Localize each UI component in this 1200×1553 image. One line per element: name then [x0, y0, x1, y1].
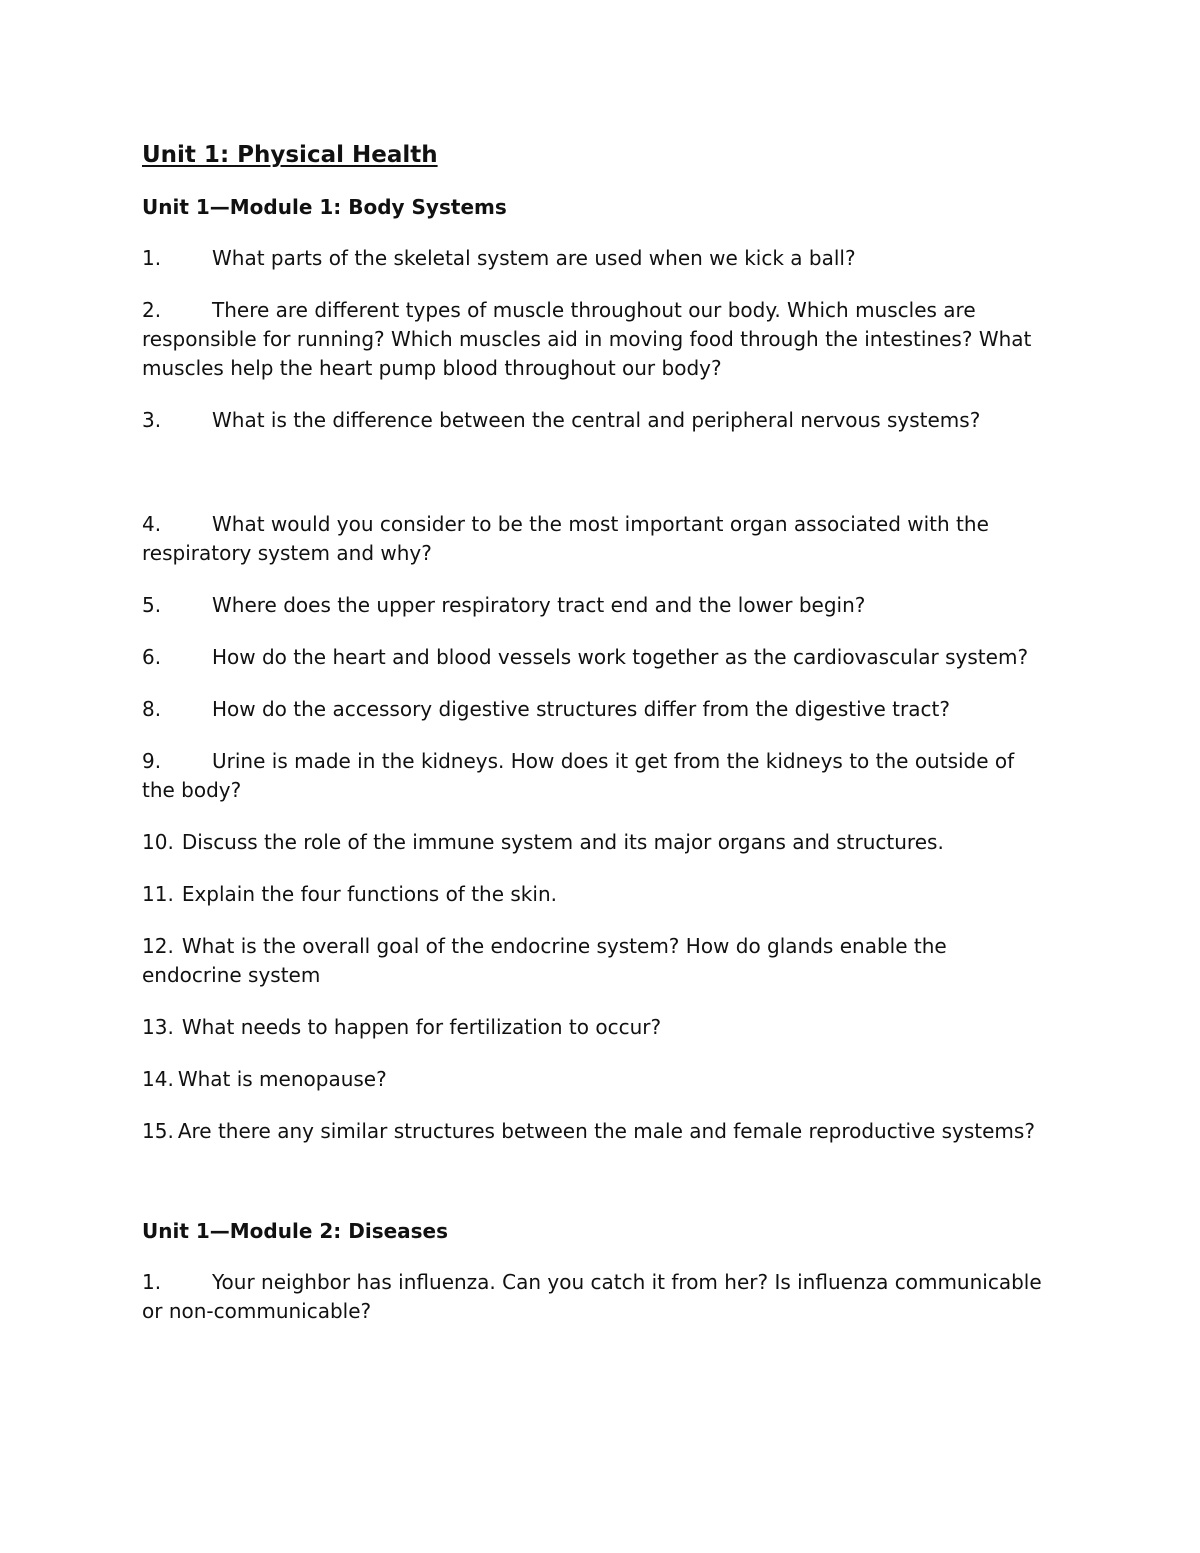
question-number: 6.: [142, 645, 162, 669]
question-number: 9.: [142, 749, 162, 773]
question-text: What would you consider to be the most important organ associated with the respiratory system and why?: [142, 512, 989, 565]
question-14: [142, 1065, 1050, 1094]
question-number: 14.: [142, 1067, 174, 1091]
question-text: What is the overall goal of the endocrine system? How do glands enable the endocrine system: [142, 934, 947, 987]
question-text: What is the difference between the central and peripheral nervous systems?: [212, 408, 981, 432]
question-text: Discuss the role of the immune system and its major organs and structures.: [181, 830, 944, 854]
question-5: [142, 591, 1050, 620]
question-text: Explain the four functions of the skin.: [181, 882, 557, 906]
question-number: 11.: [142, 882, 174, 906]
question-text: How do the accessory digestive structures differ from the digestive tract?: [212, 697, 950, 721]
question-number: 2.: [142, 298, 162, 322]
question-text: Your neighbor has influenza. Can you catch it from her? Is influenza communicable or non-communicable?: [142, 1270, 1042, 1323]
question-3: [142, 406, 1050, 435]
question-text: Where does the upper respiratory tract end and the lower begin?: [212, 593, 866, 617]
question-12: [142, 932, 1050, 990]
question-text: What needs to happen for fertilization to occur?: [181, 1015, 662, 1039]
question-text: What is menopause?: [177, 1067, 387, 1091]
question-number: 4.: [142, 512, 162, 536]
question-number: 1.: [142, 1270, 162, 1294]
question-13: [142, 1013, 1050, 1042]
question-number: 5.: [142, 593, 162, 617]
module-2-title: Unit 1—Module 2: Diseases: [142, 1219, 449, 1243]
question-number: 13.: [142, 1015, 174, 1039]
question-9: [142, 747, 1050, 805]
unit-title: Unit 1: Physical Health: [142, 142, 438, 168]
question-number: 3.: [142, 408, 162, 432]
question-text: What parts of the skeletal system are used when we kick a ball?: [212, 246, 856, 270]
question-number: 12.: [142, 934, 174, 958]
question-1: [142, 244, 1050, 273]
question-number: 10.: [142, 830, 174, 854]
question-2: [142, 296, 1050, 383]
question-10: [142, 828, 1050, 857]
question-8: [142, 695, 1050, 724]
question-text: Are there any similar structures between the male and female reproductive systems?: [177, 1119, 1035, 1143]
question-number: 15.: [142, 1119, 174, 1143]
question-11: [142, 880, 1050, 909]
question-number: 8.: [142, 697, 162, 721]
blank-space: [142, 458, 1050, 510]
question-text: How do the heart and blood vessels work together as the cardiovascular system?: [212, 645, 1029, 669]
question-number: 1.: [142, 246, 162, 270]
question-6: [142, 643, 1050, 672]
module-2-question-1: [142, 1268, 1050, 1326]
question-15: [142, 1117, 1050, 1146]
module-1-title: Unit 1—Module 1: Body Systems: [142, 195, 507, 219]
question-text: Urine is made in the kidneys. How does it get from the kidneys to the outside of the body?: [142, 749, 1015, 802]
question-4: [142, 510, 1050, 568]
question-text: There are different types of muscle throughout our body. Which muscles are responsible for running? Which muscles aid in moving food through the intestines? What muscles help the heart pump blood throughout our body?: [142, 298, 1032, 380]
